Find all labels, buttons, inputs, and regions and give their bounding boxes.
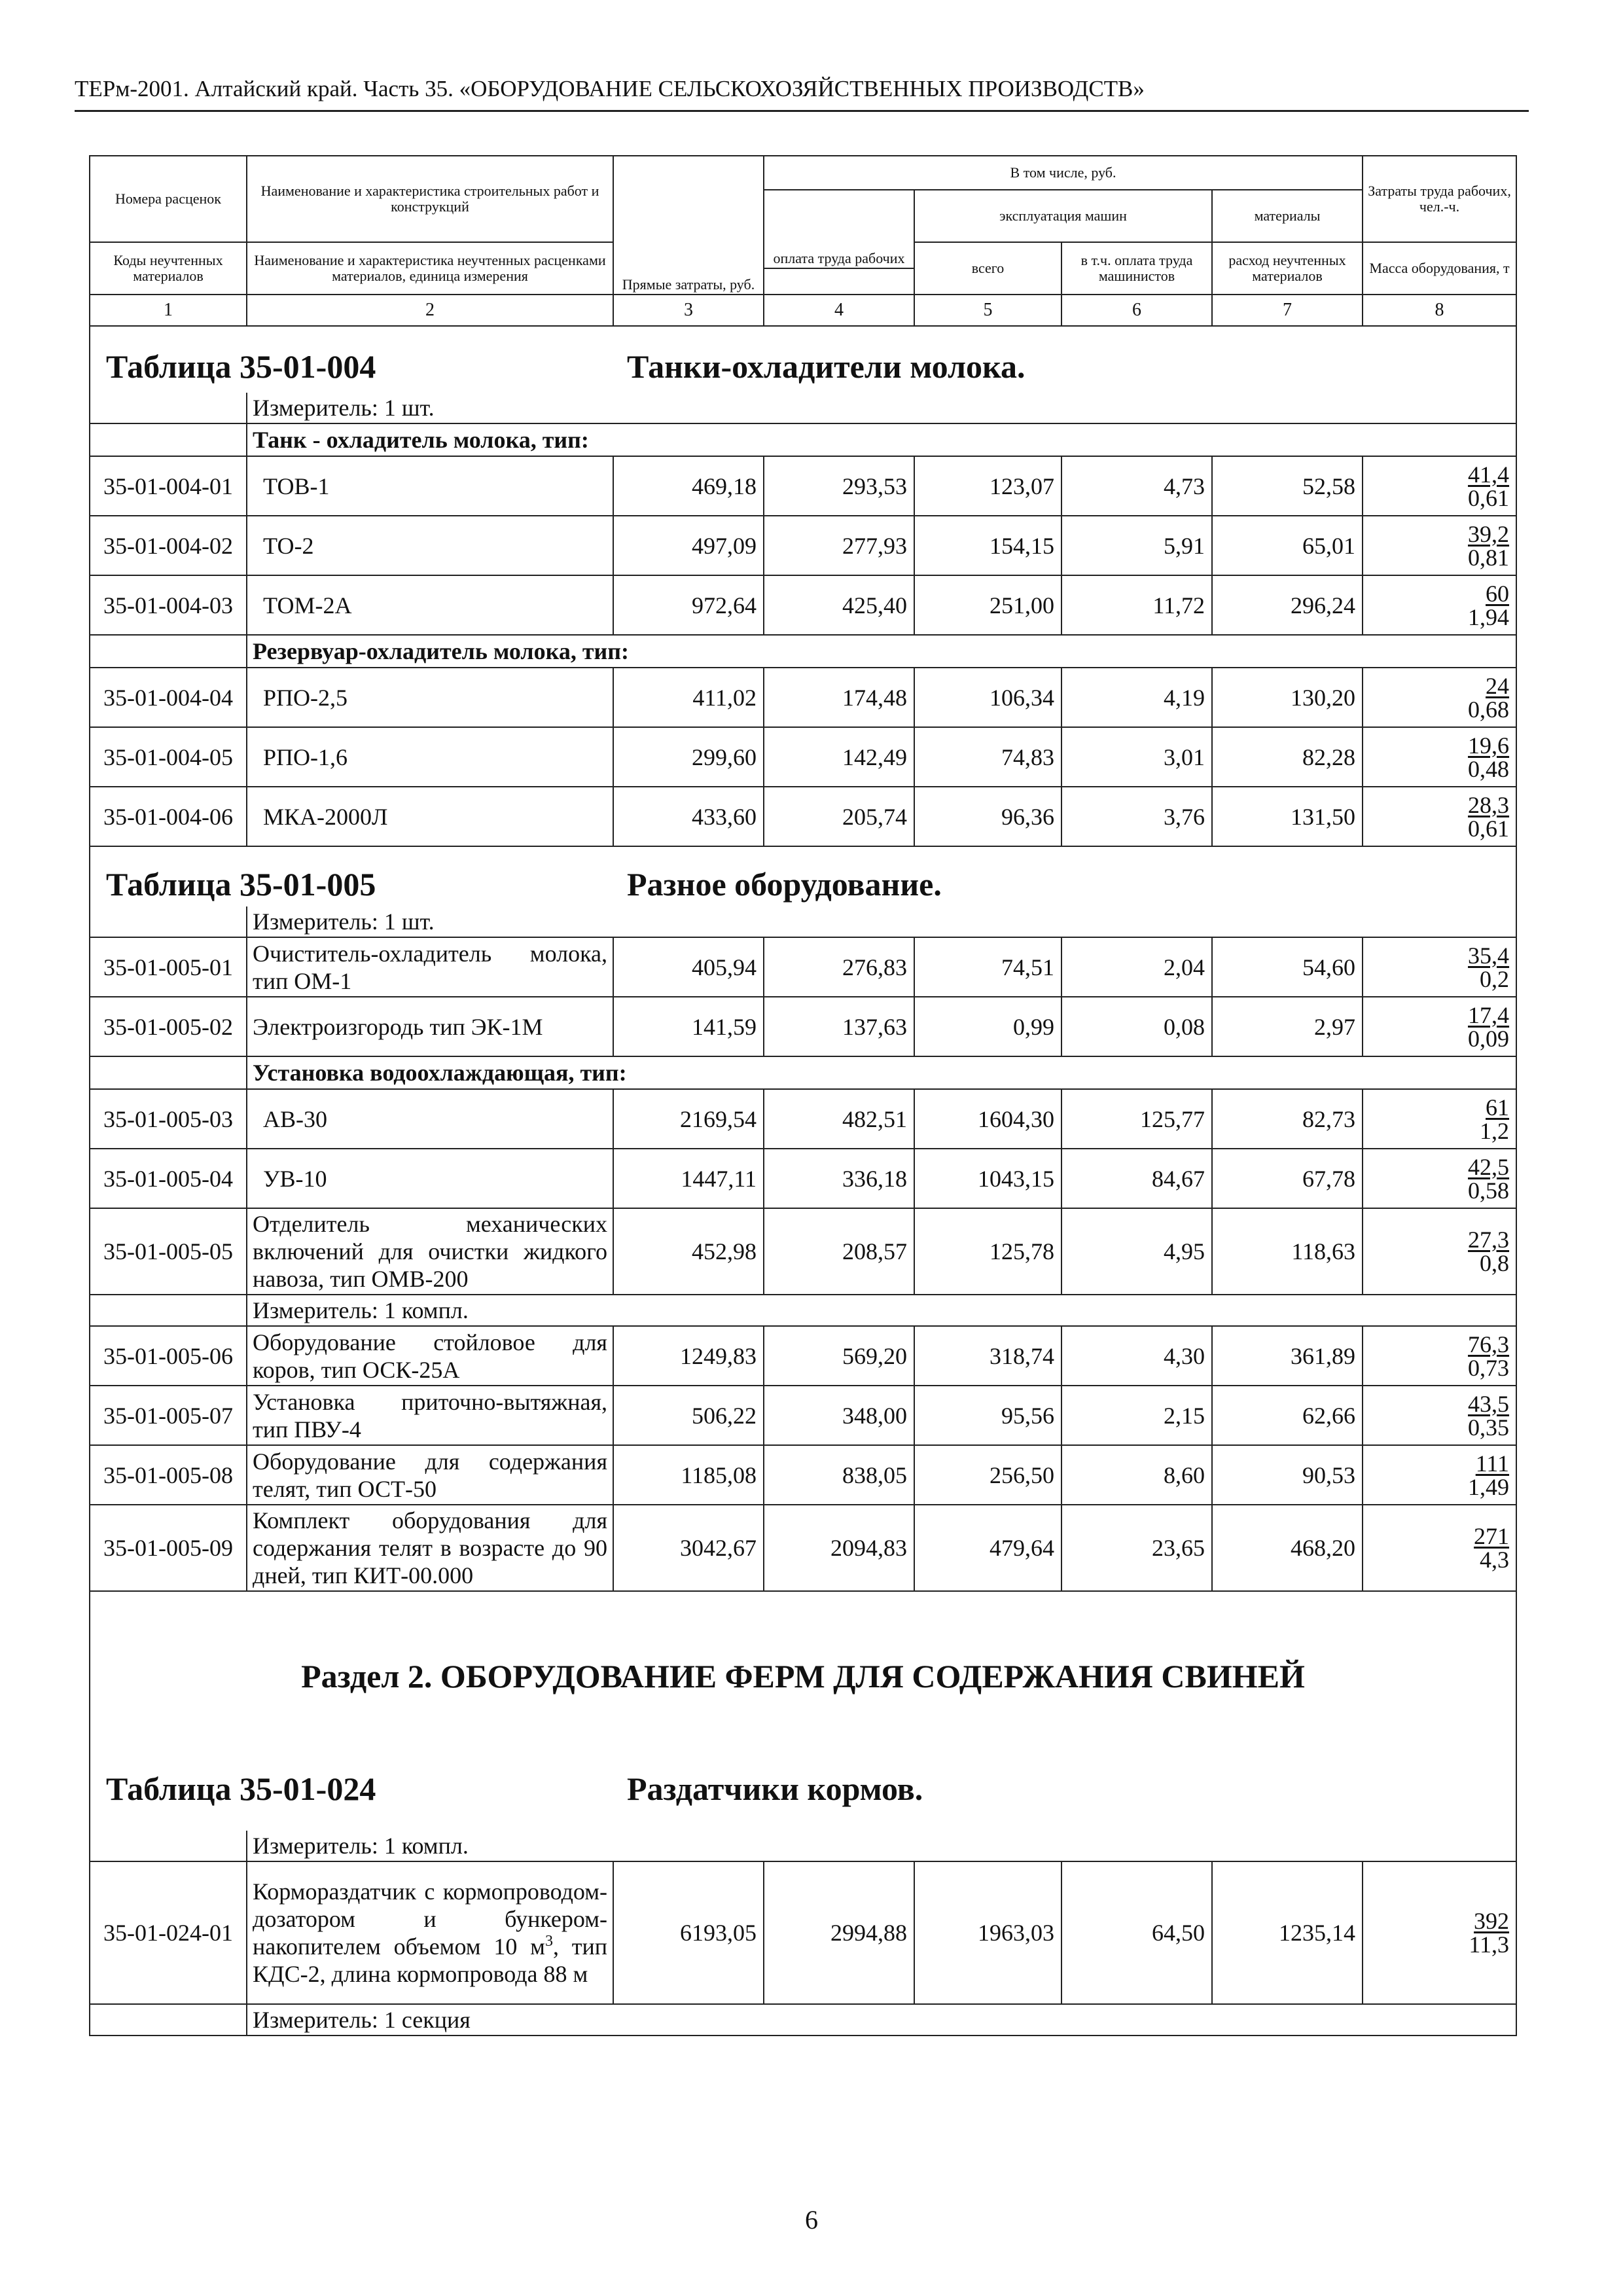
- table-name: Раздатчики кормов.: [627, 1770, 923, 1807]
- labor-mass: [1363, 668, 1516, 727]
- work-name: МКА-2000Л: [247, 787, 613, 846]
- labor-value: 27,3: [1468, 1227, 1510, 1253]
- col-rate-codes: Номера расценок: [90, 156, 247, 242]
- direct-costs: 299,60: [613, 727, 764, 787]
- blank-cell: [90, 393, 247, 423]
- table-row: [90, 787, 1516, 846]
- col-direct-costs: Прямые затраты, руб.: [613, 156, 764, 295]
- col-number: 5: [914, 295, 1061, 326]
- mass-value: 4,3: [1480, 1547, 1510, 1573]
- rate-code: 35-01-004-01: [90, 456, 247, 516]
- col-materials: материалы: [1212, 190, 1363, 242]
- materials: 468,20: [1212, 1505, 1363, 1591]
- materials: 1235,14: [1212, 1861, 1363, 2004]
- measure-label: Измеритель: 1 компл.: [247, 1831, 1516, 1861]
- table-title: Таблица 35-01-005: [106, 866, 376, 903]
- materials: 62,66: [1212, 1386, 1363, 1445]
- driver-pay: 2,04: [1061, 937, 1212, 997]
- mass-value: 0,73: [1468, 1354, 1510, 1381]
- materials: 65,01: [1212, 516, 1363, 575]
- direct-costs: 433,60: [613, 787, 764, 846]
- machine-ops: 1604,30: [914, 1089, 1061, 1149]
- materials: 130,20: [1212, 668, 1363, 727]
- section-title: Раздел 2. ОБОРУДОВАНИЕ ФЕРМ ДЛЯ СОДЕРЖАНИЯ СВИНЕЙ: [301, 1658, 1305, 1695]
- work-name: Комплект оборудования для содержания телят в возрасте до 90 дней, тип КИТ-00.000: [247, 1505, 613, 1591]
- labor-value: 61: [1486, 1094, 1510, 1121]
- labor-value: 41,4: [1468, 461, 1510, 488]
- mass-value: 0,58: [1468, 1177, 1510, 1204]
- worker-pay: 482,51: [764, 1089, 914, 1149]
- direct-costs: 452,98: [613, 1208, 764, 1295]
- machine-ops: 1043,15: [914, 1149, 1061, 1208]
- col-name-top: Наименование и характеристика строительных работ и конструкций: [247, 156, 613, 242]
- measure-label: Измеритель: 1 шт.: [247, 393, 1516, 423]
- table-row: [90, 1149, 1516, 1208]
- labor-value: 35,4: [1468, 942, 1510, 969]
- work-name: Электроизгородь тип ЭК-1М: [247, 997, 613, 1056]
- blank-cell: [90, 2004, 247, 2036]
- table-name: Танки-охладители молока.: [627, 348, 1026, 385]
- materials: 118,63: [1212, 1208, 1363, 1295]
- blank-cell: [90, 1056, 247, 1089]
- mass-value: 1,94: [1468, 603, 1510, 630]
- work-name: Оборудование для содержания телят, тип ОСТ-50: [247, 1445, 613, 1505]
- labor-mass: [1363, 1445, 1516, 1505]
- group-heading: Установка водоохлаждающая, тип:: [247, 1056, 1516, 1089]
- machine-ops: 479,64: [914, 1505, 1061, 1591]
- driver-pay: 64,50: [1061, 1861, 1212, 2004]
- mass-value: 0,35: [1468, 1414, 1510, 1441]
- direct-costs: 6193,05: [613, 1861, 764, 2004]
- direct-costs: 1249,83: [613, 1326, 764, 1386]
- col-worker-pay: оплата труда рабочих: [764, 190, 914, 268]
- driver-pay: 4,73: [1061, 456, 1212, 516]
- table-row: [90, 1445, 1516, 1505]
- rate-code: 35-01-024-01: [90, 1861, 247, 2004]
- driver-pay: 8,60: [1061, 1445, 1212, 1505]
- rate-code: 35-01-005-01: [90, 937, 247, 997]
- driver-pay: 3,76: [1061, 787, 1212, 846]
- direct-costs: 506,22: [613, 1386, 764, 1445]
- work-name: Очиститель-охладитель молока, тип ОМ-1: [247, 937, 613, 997]
- rate-code: 35-01-005-04: [90, 1149, 247, 1208]
- labor-value: 111: [1475, 1450, 1510, 1477]
- driver-pay: 84,67: [1061, 1149, 1212, 1208]
- worker-pay: 293,53: [764, 456, 914, 516]
- labor-mass: [1363, 516, 1516, 575]
- col-total: всего: [914, 242, 1061, 295]
- driver-pay: 4,95: [1061, 1208, 1212, 1295]
- mass-value: 0,09: [1468, 1025, 1510, 1052]
- direct-costs: 405,94: [613, 937, 764, 997]
- machine-ops: 74,83: [914, 727, 1061, 787]
- work-name: [247, 1861, 613, 2004]
- labor-mass: [1363, 1149, 1516, 1208]
- labor-value: 17,4: [1468, 1001, 1510, 1028]
- worker-pay: 205,74: [764, 787, 914, 846]
- direct-costs: 3042,67: [613, 1505, 764, 1591]
- col-machine-ops: эксплуатация машин: [914, 190, 1212, 242]
- driver-pay: 23,65: [1061, 1505, 1212, 1591]
- labor-mass: [1363, 997, 1516, 1056]
- table-title: Таблица 35-01-004: [106, 348, 376, 385]
- labor-mass: [1363, 1386, 1516, 1445]
- machine-ops: 125,78: [914, 1208, 1061, 1295]
- worker-pay: 2094,83: [764, 1505, 914, 1591]
- labor-mass: [1363, 937, 1516, 997]
- direct-costs: 1185,08: [613, 1445, 764, 1505]
- labor-mass: [1363, 1861, 1516, 2004]
- work-name: УВ-10: [247, 1149, 613, 1208]
- mass-value: 1,49: [1468, 1473, 1510, 1500]
- table-title: Таблица 35-01-024: [106, 1770, 376, 1807]
- machine-ops: 95,56: [914, 1386, 1061, 1445]
- blank-cell: [90, 423, 247, 456]
- materials: 361,89: [1212, 1326, 1363, 1386]
- machine-ops: 251,00: [914, 575, 1061, 635]
- materials: 54,60: [1212, 937, 1363, 997]
- mass-value: 0,61: [1468, 484, 1510, 511]
- rate-code: 35-01-005-06: [90, 1326, 247, 1386]
- table-title-row: [90, 846, 1516, 906]
- rate-code: 35-01-004-04: [90, 668, 247, 727]
- table-row: [90, 1505, 1516, 1591]
- materials: 2,97: [1212, 997, 1363, 1056]
- work-name: Оборудование стойловое для коров, тип ОСК-25А: [247, 1326, 613, 1386]
- driver-pay: 4,19: [1061, 668, 1212, 727]
- labor-value: 271: [1474, 1523, 1510, 1549]
- col-number: 8: [1363, 295, 1516, 326]
- worker-pay: 569,20: [764, 1326, 914, 1386]
- labor-value: 76,3: [1468, 1331, 1510, 1357]
- rate-code: 35-01-004-05: [90, 727, 247, 787]
- col-number: 3: [613, 295, 764, 326]
- worker-pay: 276,83: [764, 937, 914, 997]
- table-row: [90, 1861, 1516, 2004]
- blank-cell: [90, 906, 247, 937]
- direct-costs: 2169,54: [613, 1089, 764, 1149]
- col-incl-driver-pay: в т.ч. оплата труда машинистов: [1061, 242, 1212, 295]
- col-unaccounted-codes: Коды неучтенных материалов: [90, 242, 247, 295]
- col-number: 4: [764, 295, 914, 326]
- driver-pay: 125,77: [1061, 1089, 1212, 1149]
- direct-costs: 972,64: [613, 575, 764, 635]
- work-name: АВ-30: [247, 1089, 613, 1149]
- worker-pay: 208,57: [764, 1208, 914, 1295]
- mass-value: 11,3: [1469, 1931, 1510, 1958]
- col-labor: Затраты труда рабочих, чел.-ч.: [1363, 156, 1516, 242]
- materials: 90,53: [1212, 1445, 1363, 1505]
- table-row: [90, 516, 1516, 575]
- group-heading: Резервуар-охладитель молока, тип:: [247, 635, 1516, 668]
- mass-value: 0,2: [1480, 965, 1510, 992]
- work-name: ТОМ-2А: [247, 575, 613, 635]
- work-name: РПО-2,5: [247, 668, 613, 727]
- materials: 67,78: [1212, 1149, 1363, 1208]
- work-name: Установка приточно-вытяжная, тип ПВУ-4: [247, 1386, 613, 1445]
- labor-value: 60: [1486, 580, 1510, 607]
- rate-code: 35-01-004-03: [90, 575, 247, 635]
- labor-mass: [1363, 727, 1516, 787]
- machine-ops: 96,36: [914, 787, 1061, 846]
- worker-pay: 838,05: [764, 1445, 914, 1505]
- mass-value: 0,48: [1468, 755, 1510, 782]
- driver-pay: 5,91: [1061, 516, 1212, 575]
- driver-pay: 3,01: [1061, 727, 1212, 787]
- materials: 296,24: [1212, 575, 1363, 635]
- table-row: [90, 727, 1516, 787]
- work-name: Отделитель механических включений для очистки жидкого навоза, тип ОМВ-200: [247, 1208, 613, 1295]
- table-name: Разное оборудование.: [627, 866, 942, 903]
- work-name: ТО-2: [247, 516, 613, 575]
- price-table: [89, 155, 1517, 2036]
- labor-value: 28,3: [1468, 791, 1510, 818]
- mass-value: 0,68: [1468, 696, 1510, 723]
- machine-ops: 154,15: [914, 516, 1061, 575]
- machine-ops: 106,34: [914, 668, 1061, 727]
- worker-pay: 2994,88: [764, 1861, 914, 2004]
- worker-pay: 142,49: [764, 727, 914, 787]
- labor-mass: [1363, 1326, 1516, 1386]
- direct-costs: 469,18: [613, 456, 764, 516]
- table-row: [90, 1326, 1516, 1386]
- rate-code: 35-01-005-07: [90, 1386, 247, 1445]
- worker-pay: 174,48: [764, 668, 914, 727]
- materials: 82,28: [1212, 727, 1363, 787]
- table-row: [90, 997, 1516, 1056]
- measure-label: Измеритель: 1 шт.: [247, 906, 1516, 937]
- labor-value: 19,6: [1468, 732, 1510, 759]
- materials: 82,73: [1212, 1089, 1363, 1149]
- driver-pay: 4,30: [1061, 1326, 1212, 1386]
- superscript: 3: [544, 1933, 553, 1950]
- col-equipment-mass: Масса оборудования, т: [1363, 242, 1516, 295]
- machine-ops: 123,07: [914, 456, 1061, 516]
- section-row: [90, 1591, 1516, 1831]
- direct-costs: 141,59: [613, 997, 764, 1056]
- driver-pay: 0,08: [1061, 997, 1212, 1056]
- direct-costs: 411,02: [613, 668, 764, 727]
- worker-pay: 277,93: [764, 516, 914, 575]
- table-title-row: [90, 326, 1516, 393]
- measure-label: Измеритель: 1 компл.: [247, 1295, 1516, 1326]
- col-incl: В том числе, руб.: [764, 156, 1363, 190]
- table-row: [90, 668, 1516, 727]
- col-number: 2: [247, 295, 613, 326]
- col-name-bottom: Наименование и характеристика неучтенных расценками материалов, единица измерения: [247, 242, 613, 295]
- running-header: ТЕРм-2001. Алтайский край. Часть 35. «ОБОРУДОВАНИЕ СЕЛЬСКОХОЗЯЙСТВЕННЫХ ПРОИЗВОДСТВ»: [75, 73, 1529, 112]
- blank-cell: [90, 1831, 247, 1861]
- rate-code: 35-01-004-06: [90, 787, 247, 846]
- labor-mass: [1363, 575, 1516, 635]
- col-unaccounted-use: расход неучтенных материалов: [1212, 242, 1363, 295]
- labor-value: 43,5: [1468, 1390, 1510, 1417]
- direct-costs: 497,09: [613, 516, 764, 575]
- table-row: [90, 1386, 1516, 1445]
- rate-code: 35-01-005-03: [90, 1089, 247, 1149]
- col-number: 1: [90, 295, 247, 326]
- rate-code: 35-01-005-08: [90, 1445, 247, 1505]
- mass-value: 0,61: [1468, 815, 1510, 842]
- direct-costs: 1447,11: [613, 1149, 764, 1208]
- driver-pay: 11,72: [1061, 575, 1212, 635]
- worker-pay: 336,18: [764, 1149, 914, 1208]
- labor-value: 392: [1474, 1908, 1510, 1934]
- driver-pay: 2,15: [1061, 1386, 1212, 1445]
- machine-ops: 1963,03: [914, 1861, 1061, 2004]
- materials: 52,58: [1212, 456, 1363, 516]
- table-row: [90, 575, 1516, 635]
- materials: 131,50: [1212, 787, 1363, 846]
- work-name-part: Кормораздатчик с кормопроводом-дозатором и бункером-накопителем объемом 10 м: [253, 1878, 607, 1960]
- mass-value: 1,2: [1480, 1117, 1510, 1144]
- blank-cell: [90, 1295, 247, 1326]
- col-number: 7: [1212, 295, 1363, 326]
- blank-cell: [90, 635, 247, 668]
- worker-pay: 137,63: [764, 997, 914, 1056]
- rate-code: 35-01-004-02: [90, 516, 247, 575]
- worker-pay: 348,00: [764, 1386, 914, 1445]
- rate-code: 35-01-005-09: [90, 1505, 247, 1591]
- worker-pay: 425,40: [764, 575, 914, 635]
- machine-ops: 318,74: [914, 1326, 1061, 1386]
- machine-ops: 74,51: [914, 937, 1061, 997]
- page-number: 6: [805, 2205, 818, 2234]
- labor-value: 24: [1486, 672, 1510, 699]
- work-name: ТОВ-1: [247, 456, 613, 516]
- machine-ops: 256,50: [914, 1445, 1061, 1505]
- table-row: [90, 1089, 1516, 1149]
- labor-mass: [1363, 1089, 1516, 1149]
- labor-value: 42,5: [1468, 1153, 1510, 1180]
- table-row: [90, 937, 1516, 997]
- measure-label: Измеритель: 1 секция: [247, 2004, 1516, 2036]
- mass-value: 0,81: [1468, 544, 1510, 571]
- rate-code: 35-01-005-02: [90, 997, 247, 1056]
- table-row: [90, 456, 1516, 516]
- labor-mass: [1363, 456, 1516, 516]
- group-heading: Танк - охладитель молока, тип:: [247, 423, 1516, 456]
- mass-value: 0,8: [1480, 1250, 1510, 1276]
- labor-mass: [1363, 1505, 1516, 1591]
- labor-mass: [1363, 787, 1516, 846]
- labor-value: 39,2: [1468, 520, 1510, 547]
- col-number: 6: [1061, 295, 1212, 326]
- table-row: [90, 1208, 1516, 1295]
- rate-code: 35-01-005-05: [90, 1208, 247, 1295]
- machine-ops: 0,99: [914, 997, 1061, 1056]
- work-name: РПО-1,6: [247, 727, 613, 787]
- work-name-part: , тип КДС-2, длина кормопровода 88 м: [253, 1933, 607, 1987]
- labor-mass: [1363, 1208, 1516, 1295]
